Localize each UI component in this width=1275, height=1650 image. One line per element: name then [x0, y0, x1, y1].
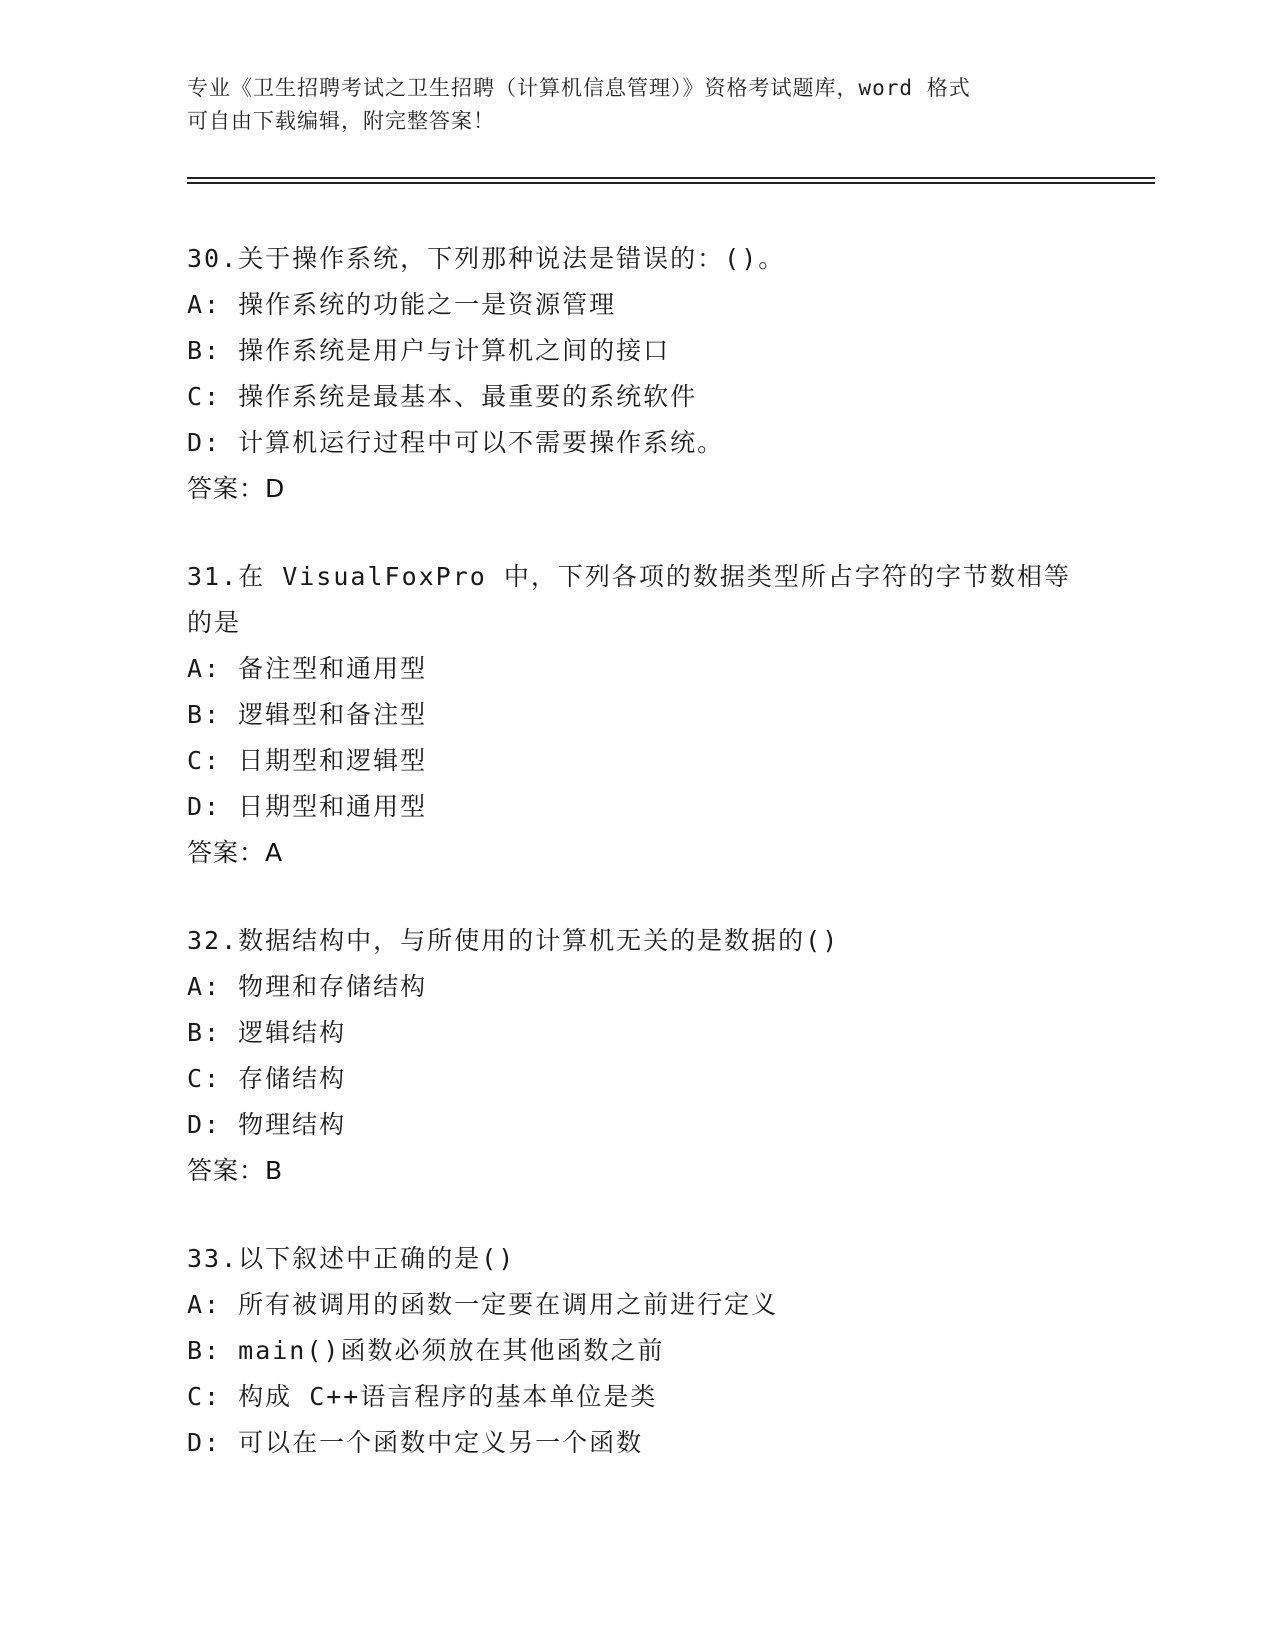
question-stem: 31.在 VisualFoxPro 中，下列各项的数据类型所占字符的字节数相等 — [187, 562, 1071, 591]
header-line-2: 可自由下载编辑，附完整答案！ — [187, 109, 495, 133]
option-d: D: 可以在一个函数中定义另一个函数 — [187, 1428, 644, 1457]
question-stem: 30.关于操作系统，下列那种说法是错误的：()。 — [187, 244, 786, 273]
option-a: A: 所有被调用的函数一定要在调用之前进行定义 — [187, 1290, 779, 1319]
answer: 答案：A — [187, 838, 284, 867]
answer: 答案：B — [187, 1156, 284, 1185]
option-a: A: 备注型和通用型 — [187, 654, 428, 683]
question-list — [187, 236, 1087, 1508]
option-a: A: 物理和存储结构 — [187, 972, 428, 1001]
option-c: C: 存储结构 — [187, 1064, 347, 1093]
option-a: A: 操作系统的功能之一是资源管理 — [187, 290, 617, 319]
question-33 — [187, 1236, 1087, 1466]
question-32 — [187, 918, 1087, 1194]
header-divider-top — [187, 177, 1155, 179]
option-b: B: main()函数必须放在其他函数之前 — [187, 1336, 665, 1365]
question-31 — [187, 554, 1087, 876]
option-d: D: 日期型和通用型 — [187, 792, 428, 821]
document-header — [187, 72, 1087, 138]
option-d: D: 计算机运行过程中可以不需要操作系统。 — [187, 428, 725, 457]
option-c: C: 构成 C++语言程序的基本单位是类 — [187, 1382, 658, 1411]
option-c: C: 操作系统是最基本、最重要的系统软件 — [187, 382, 698, 411]
header-line-1: 专业《卫生招聘考试之卫生招聘（计算机信息管理）》资格考试题库，word 格式 — [187, 76, 971, 100]
option-b: B: 逻辑型和备注型 — [187, 700, 428, 729]
question-stem: 32.数据结构中，与所使用的计算机无关的是数据的() — [187, 926, 840, 955]
question-stem-continued: 的是 — [187, 608, 242, 637]
question-stem: 33.以下叙述中正确的是() — [187, 1244, 516, 1273]
option-d: D: 物理结构 — [187, 1110, 347, 1139]
question-30 — [187, 236, 1087, 512]
option-b: B: 逻辑结构 — [187, 1018, 347, 1047]
option-c: C: 日期型和逻辑型 — [187, 746, 428, 775]
answer: 答案：D — [187, 474, 286, 503]
header-divider-bottom — [187, 182, 1155, 184]
option-b: B: 操作系统是用户与计算机之间的接口 — [187, 336, 671, 365]
